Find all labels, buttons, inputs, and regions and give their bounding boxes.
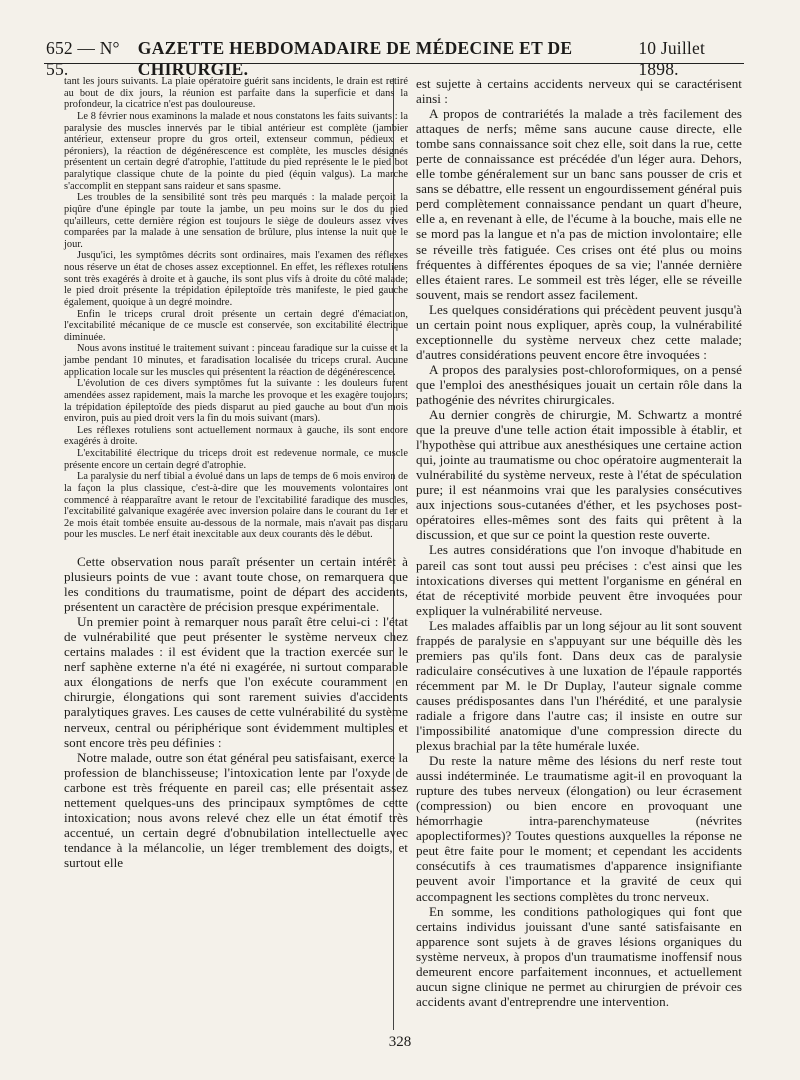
paragraph: A propos de contrariétés la malade a très facilement des attaques de nerfs; même sans aucune cause directe, elle tombe sans connaissance soit chez elle, soit dans la rue, cette perte de connaissance est précédée d'un léger aura. Dehors, elle tombe généralement sur un banc sans pousser de cris et sans se débattre, elle ressent un engourdissement général puis perd complètement connaissance pendant un quart d'heure, elle a, en revenant à elle, de l'écume à la bouche, mais elle ne se mord pas la langue et n'a pas de miction involontaire; elle se réveille très fatiguée. Ces crises ont été plus ou moins fréquentes à différentes époques de sa vie; l'année dernière elles étaient rares. Le sommeil est très léger, elle se réveille souvent, mais se rendort assez facilement. xyxy=(416,106,742,302)
paragraph: La paralysie du nerf tibial a évolué dans un laps de temps de 6 mois environ de la façon la plus classique, c'est-à-dire que les mouvements volontaires ont commencé à réapparaître avant le retour de l'excitabilité faradique des muscles, l'excitabilité galvanique exagérée avec inversion polaire dans le courant du 1er et 2e mois était tombée ensuite au-dessous de la normale, mais n'avait pas disparu pour les muscles. Le nerf était inexcitable aux deux courants dès le début. xyxy=(64,471,408,541)
paragraph: Au dernier congrès de chirurgie, M. Schwartz a montré que la preuve d'une telle action était impossible à établir, et l'hypothèse qui attribue aux anesthésiques une certaine action qui, jointe au traumatisme ou choc opératoire augmenterait la vulnérabilité du système nerveux, reste à l'état de spéculation pure; il est néanmoins vrai que les paralysies consécutives aux injections sous-cutanées d'éther, et les psychoses post-opératoires elles-mêmes sont des faits qui prêtent à la discussion, et que sur ce point la question reste ouverte. xyxy=(416,407,742,543)
paragraph: Les malades affaiblis par un long séjour au lit sont souvent frappés de paralysie en s'appuyant sur une béquille dès les premiers pas qu'ils font. Dans deux cas de paralysie radiculaire consécutives à une luxation de l'épaule rapportés récemment par M. le Dr Duplay, l'auteur signale comme causes prédisposantes dans l'un l'hérédité, et une paralysie radiale a frigore dans l'autre cas; il insiste en outre sur l'impossibilité anatomique d'une compression directe du plexus brachial par la tête humérale luxée. xyxy=(416,617,742,754)
paragraph: Les quelques considérations qui précèdent peuvent jusqu'à un certain point nous expliquer, après coup, la vulnérabilité exceptionnelle du système nerveux chez cette malade; d'autres considérations peuvent encore être invoquées : xyxy=(416,301,742,362)
paragraph: Les troubles de la sensibilité sont très peu marqués : la malade perçoit la piqûre d'une épingle par toute la jambe, un peu moins sur le dos du pied qu'ailleurs, cette dernière région est toujours le siège de douleurs assez vives comparées par la malade à une sensation de brûlure, plus intense la nuit que le jour. xyxy=(64,192,408,250)
paragraph: Nous avons institué le traitement suivant : pinceau faradique sur la cuisse et la jambe pendant 10 minutes, et faradisation localisée du triceps crural. Aucune application locale sur les muscles qui présentent la réaction de dégénérescence. xyxy=(64,343,408,378)
case-report-block xyxy=(64,76,408,541)
paragraph: Les réflexes rotuliens sont actuellement normaux à gauche, ils sont encore exagérés à droite. xyxy=(64,424,408,448)
paragraph: L'excitabilité électrique du triceps droit est redevenue normale, ce muscle présente encore un certain degré d'atrophie. xyxy=(64,448,408,471)
paragraph: tant les jours suivants. La plaie opératoire guérit sans incidents, le drain est retiré au bout de dix jours, la réunion est parfaite dans la superficie et dans la profondeur, la cicatrice n'est pas douloureuse. xyxy=(64,76,408,111)
paragraph: Notre malade, outre son état général peu satisfaisant, exerce la profession de blanchisseuse; l'intoxication lente par l'oxyde de carbone est très fréquente en pareil cas; elle présentait assez nettement quelques-uns des principaux symptômes de cette intoxication; nous avons relevé chez elle un état émotif très accentué, un certain degré d'obnubilation intellectuelle avec tendance à la mélancolie, un léger tremblement des doigts, et surtout elle xyxy=(64,749,408,870)
page-folio: 328 xyxy=(388,1034,412,1050)
paragraph: Enfin le triceps crural droit présente un certain degré d'émaciation, l'excitabilité mécanique de ce muscle est conservée, son excitabilité électrique diminuée. xyxy=(64,308,408,343)
paragraph: Jusqu'ici, les symptômes décrits sont ordinaires, mais l'examen des réflexes nous réserve un état de choses assez exceptionnel. En effet, les réflexes rotuliens sont très exagérés à droite et à gauche, ils sont plus vifs à droite du côté malade; le pied droit présente la trépidation épileptoïde très manifeste, le pied gauche également, quoique à un degré moindre. xyxy=(64,250,408,308)
discussion-block xyxy=(64,554,408,870)
paragraph: L'évolution de ces divers symptômes fut la suivante : les douleurs furent amendées assez rapidement, mais la marche les provoque et les exagère toujours; la trépidation épileptoïde des pieds disparut au pied gauche au bout d'un mois environ, puis au pied droit vers la fin du mois suivant (mars). xyxy=(64,378,408,425)
paragraph: A propos des paralysies post-chloroformiques, on a pensé que l'emploi des anesthésiques jouait un certain rôle dans la pathogénie des névrites chirurgicales. xyxy=(416,361,742,407)
paragraph: est sujette à certains accidents nerveux qui se caractérisent ainsi : xyxy=(416,76,742,107)
page-header xyxy=(46,38,740,79)
paragraph: Un premier point à remarquer nous paraît être celui-ci : l'état de vulnérabilité que peut présenter le système nerveux chez certains malades : il est évident que la traction exercée sur le nerf saphène externe n'a été ni exagérée, ni surtout comparable aux élongations de nerfs que l'on exécute couramment en chirurgie, élongations qui sont rarement suivies d'accidents paralytiques graves. Les causes de cette vulnérabilité du système nerveux, central ou périphérique sont évidemment multiples et sont encore très peu définies : xyxy=(64,614,408,750)
paragraph: Le 8 février nous examinons la malade et nous constatons les faits suivants : la paralysie des muscles innervés par le tibial antérieur est complète (jambier antérieur, extenseur propre du gros orteil, extenseur commun, pédieux et péroniers), la réaction de dégénérescence est complète, les muscles désignés présentent un certain degré d'atrophie, l'attitude du pied représente le le pied bot paralytique classique chute de la pointe du pied (équin valgus). La marche s'accomplit en steppant sans raideur et sans spasme. xyxy=(64,110,408,192)
left-column xyxy=(64,76,408,870)
page-number: 652 — N° 55. xyxy=(46,38,120,79)
paragraph: En somme, les conditions pathologiques qui font que certains individus jouissant d'une santé satisfaisante en apparence sont sujets à de graves lésions organiques du système nerveux, à propos d'un traumatisme inoffensif nous demeurent encore parfaitement inconnues, et actuellement aucun signe clinique ne permet au chirurgien de prévoir ces accidents avant d'entreprendre une intervention. xyxy=(416,903,742,1009)
paragraph: Du reste la nature même des lésions du nerf reste tout aussi indéterminée. Le traumatisme agit-il en provoquant la rupture des tubes nerveux (élongation) ou leur écrasement (compression) ou bien encore en provoquant une hémorrhagie intra-parenchymateuse (névrites apoplectiformes)? Toutes questions auxquelles la réponse ne peut être faite pour le moment; et cependant les accidents consécutifs à ces traumatismes d'apparence insignifiante peuvent avoir l'importance et la gravité de ceux qui accompagnent les sections complètes du tronc nerveux. xyxy=(416,753,742,904)
journal-title: GAZETTE HEBDOMADAIRE DE MÉDECINE ET DE CHIRURGIE. xyxy=(137,38,573,79)
paragraph: Cette observation nous paraît présenter un certain intérêt à plusieurs points de vue : avant toute chose, on remarquera que les conditions du traumatisme, point de départ des accidents, présentent un caractère de précision presque expérimentale. xyxy=(64,554,408,615)
paragraph: Les autres considérations que l'on invoque d'habitude en pareil cas sont tout aussi peu précises : c'est ainsi que les intoxications diverses qui mettent l'organisme en général en état de réceptivité morbide peuvent être invoquées pour expliquer la vulnérabilité nerveuse. xyxy=(416,542,742,618)
header-rule xyxy=(44,63,744,64)
right-column xyxy=(416,76,742,1009)
issue-date: 10 Juillet 1898. xyxy=(638,38,706,79)
